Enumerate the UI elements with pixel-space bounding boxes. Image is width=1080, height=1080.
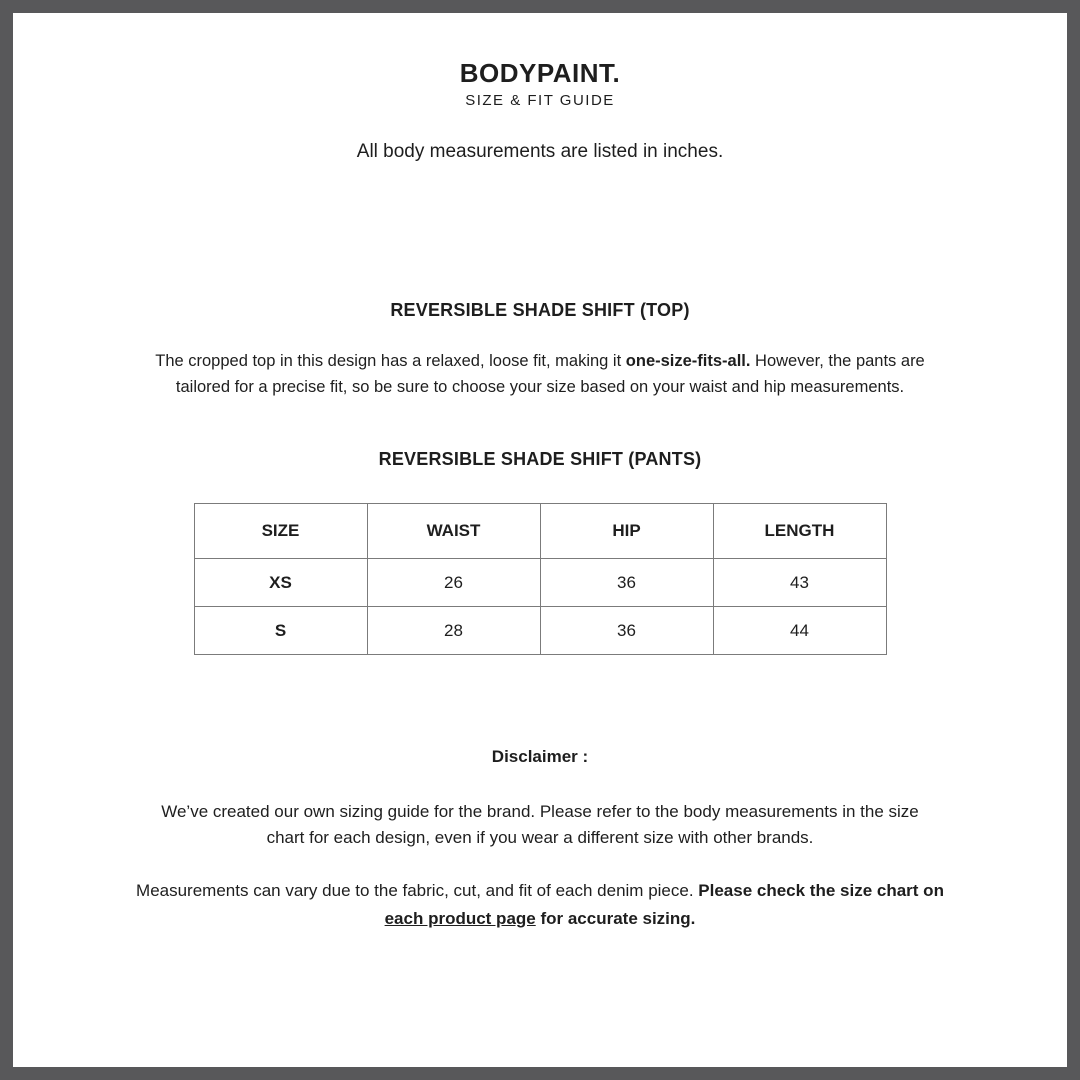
cell-length: 44 xyxy=(713,607,886,655)
table-header-row xyxy=(194,504,886,559)
top-section-paragraph xyxy=(155,348,925,400)
cell-hip: 36 xyxy=(540,607,713,655)
disclaimer2-bold-2: for accurate sizing. xyxy=(535,909,696,928)
cell-hip: 36 xyxy=(540,559,713,607)
cell-size: S xyxy=(194,607,367,655)
cell-waist: 26 xyxy=(367,559,540,607)
disclaimer-paragraph-1: We’ve created our own sizing guide for the brand. Please refer to the body measurements in the size chart for each design, even if you wear a different size with other brands. xyxy=(161,802,919,847)
top-paragraph-bold: one-size-fits-all. xyxy=(625,352,751,370)
column-header-size: SIZE xyxy=(194,504,367,559)
table-row xyxy=(194,559,886,607)
disclaimer2-underlined-link-text: each product page xyxy=(384,909,536,928)
disclaimer-paragraph-2 xyxy=(128,877,953,933)
table-row xyxy=(194,607,886,655)
disclaimer2-regular: Measurements can vary due to the fabric, cut, and fit of each denim piece. xyxy=(136,881,699,900)
intro-note: All body measurements are listed in inches. xyxy=(356,141,724,162)
page-subtitle: SIZE & FIT GUIDE xyxy=(465,92,615,109)
size-chart-table xyxy=(194,503,887,655)
disclaimer-heading: Disclaimer : xyxy=(491,747,589,766)
top-paragraph-regular-1: The cropped top in this design has a relaxed, loose fit, making it xyxy=(155,352,626,370)
column-header-waist: WAIST xyxy=(367,504,540,559)
cell-waist: 28 xyxy=(367,607,540,655)
disclaimer2-bold-1: Please check the size chart on xyxy=(698,881,944,900)
brand-title: BODYPAINT. xyxy=(459,58,621,88)
top-section-heading: REVERSIBLE SHADE SHIFT (TOP) xyxy=(390,300,690,320)
column-header-hip: HIP xyxy=(540,504,713,559)
page-content xyxy=(13,13,1067,1067)
cell-size: XS xyxy=(194,559,367,607)
top-paragraph-regular-2: However, the pants are tailored for a precise fit, so be sure to choose your size based on your waist and hip measurements. xyxy=(175,352,925,396)
pants-section-heading: REVERSIBLE SHADE SHIFT (PANTS) xyxy=(378,449,702,469)
cell-length: 43 xyxy=(713,559,886,607)
column-header-length: LENGTH xyxy=(713,504,886,559)
